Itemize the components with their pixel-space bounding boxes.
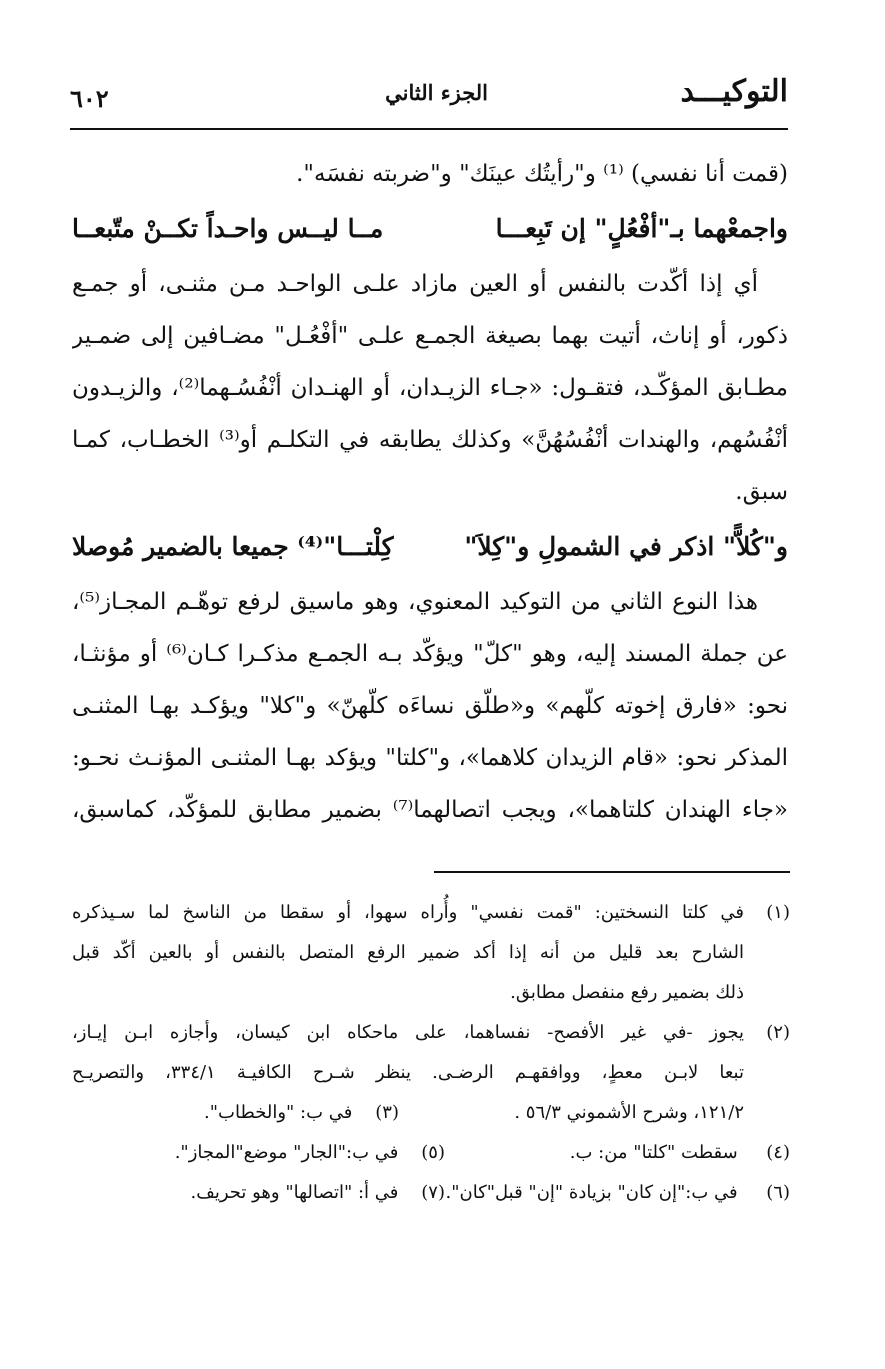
verse-line bbox=[72, 518, 788, 576]
footnote-text: في أ: "اتصالها" وهو تحريف. bbox=[190, 1182, 399, 1203]
text-line: (قمت أنا نفسي) ⁽¹⁾ و"رأيتُك عينَك" و"ضربته نفسَه". bbox=[296, 161, 788, 187]
footnote-line bbox=[72, 1093, 744, 1133]
footnote-number: (٥) bbox=[421, 1142, 445, 1163]
page-number: ٦٠٢ bbox=[70, 84, 109, 113]
page-header bbox=[70, 74, 788, 124]
footnote bbox=[190, 1173, 445, 1213]
footnote-number: (٣) bbox=[375, 1102, 399, 1123]
part-title: الجزء الثاني bbox=[385, 80, 488, 105]
verse-first-hemistich: واجمعْهما بـ"أفْعُلٍ" إن تَبِعـــا bbox=[495, 214, 788, 243]
verse-second-hemistich: كِلْتـــا"⁽⁴⁾ جميعا بالضمير مُوصلا bbox=[72, 532, 394, 561]
chapter-title: التوكيـــد bbox=[680, 74, 788, 109]
footnote-divider bbox=[434, 871, 790, 873]
footnote-line: في كلتا النسختين: "قمت نفسي" وأُراه سهوا، أو سقطا من الناسخ لما سـيذكره bbox=[72, 902, 744, 923]
footnote-number: (٢) bbox=[766, 1022, 790, 1043]
footnote-line: تبعا لابـن معطٍ، ووافقهـم الرضـى. ينظر شـرح الكافيـة ٣٣٤/١، والتصريـح bbox=[72, 1062, 744, 1083]
footnote-row bbox=[72, 1173, 790, 1213]
verse-second-hemistich: مــا ليــس واحـداً تكــنْ متّبعــا bbox=[72, 214, 384, 243]
footnote-text: في ب:"الجار" موضع"المجاز". bbox=[174, 1142, 399, 1163]
footnote-text: في ب:"إن كان" بزيادة "إن" قبل"كان". bbox=[445, 1182, 738, 1203]
verse-first-hemistich: و"كُلاًّ" اذكر في الشمولِ و"كِلاَ" bbox=[464, 532, 788, 561]
text-line: المذكر نحو: «قام الزيدان كلاهما»، و"كلتا" ويؤكد بهـا المثنـى المؤنـث نحـو: bbox=[72, 745, 788, 771]
footnote-number: (٤) bbox=[766, 1142, 790, 1163]
footnote bbox=[204, 1093, 399, 1133]
footnote bbox=[570, 1133, 790, 1173]
text-line: مطـابق المؤكّـد، فتقـول: «جـاء الزيـدان، أو الهنـدان أنْفُسُـهما⁽²⁾، والزيـدون bbox=[72, 375, 788, 401]
text-line: عن جملة المسند إليه، وهو "كلّ" ويؤكّد بـه الجمـع مذكـرا كـان⁽⁶⁾ أو مؤنثـا، bbox=[72, 641, 788, 667]
footnote-number: (٦) bbox=[766, 1182, 790, 1203]
footnote bbox=[445, 1173, 790, 1213]
main-text bbox=[72, 148, 788, 836]
footnote bbox=[72, 1013, 790, 1133]
text-line: نحو: «فارق إخوته كلّهم» و«طلّق نساءَه كلّهنّ» و"كلا" ويؤكـد بهـا المثنـى bbox=[72, 693, 788, 719]
footnote bbox=[72, 893, 790, 1013]
text-line: «جاء الهندان كلتاهما»، ويجب اتصالهما⁽⁷⁾ بضمير مطابق للمؤكّد، كماسبق، bbox=[72, 797, 788, 823]
footnote-number: (٧) bbox=[421, 1182, 445, 1203]
footnote-line: الشارح بعد قليل من أنه إذا أكد ضمير الرفع المتصل بالنفس أو بالعين أكّد قبل bbox=[72, 942, 744, 963]
footnote bbox=[175, 1133, 445, 1173]
header-divider bbox=[70, 128, 788, 130]
footnote-number: (١) bbox=[766, 902, 790, 923]
footnote-row bbox=[72, 1133, 790, 1173]
footnote-text: في ب: "والخطاب". bbox=[204, 1102, 353, 1123]
footnote-text: سقطت "كلتا" من: ب. bbox=[569, 1142, 738, 1163]
footnotes bbox=[72, 893, 790, 1213]
footnote-line: يجوز -في غير الأفصح- نفساهما، على ماحكاه ابن كيسان، وأجازه ابـن إيـاز، bbox=[72, 1022, 744, 1043]
verse-line bbox=[72, 200, 788, 258]
text-line: ذكور، أو إناث، أتيت بهما بصيغة الجمـع علـى "أفْعُـل" مضـافين إلى ضمـير bbox=[72, 323, 788, 349]
text-line: هذا النوع الثاني من التوكيد المعنوي، وهو ماسيق لرفع توهّـم المجـاز⁽⁵⁾، bbox=[72, 589, 758, 615]
footnote-line: ذلك بضمير رفع منفصل مطابق. bbox=[510, 982, 744, 1003]
text-line: أي إذا أكّدت بالنفس أو العين مازاد علـى الواحـد مـن مثنـى، أو جمـع bbox=[72, 271, 758, 297]
text-line: أنْفُسُهم، والهندات أنْفُسُهُنَّ» وكذلك يطابقه في التكلـم أو⁽³⁾ الخطـاب، كمـا bbox=[72, 427, 788, 453]
footnote-line-text: ١٢١/٢، وشرح الأشموني ٥٦/٣ . bbox=[514, 1102, 744, 1123]
text-line: سبق. bbox=[735, 479, 788, 505]
